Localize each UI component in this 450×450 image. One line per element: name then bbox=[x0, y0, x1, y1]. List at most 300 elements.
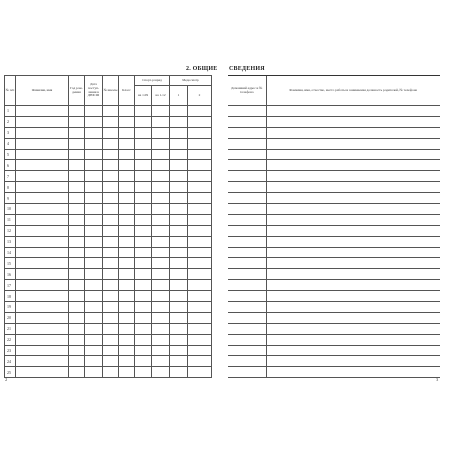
table-cell[interactable] bbox=[266, 291, 440, 302]
table-cell[interactable] bbox=[152, 345, 170, 356]
row-number[interactable]: 15 bbox=[5, 258, 16, 269]
table-cell[interactable] bbox=[228, 182, 266, 193]
table-cell[interactable] bbox=[266, 204, 440, 215]
table-cell[interactable] bbox=[85, 225, 103, 236]
table-cell[interactable] bbox=[188, 302, 212, 313]
table-cell[interactable] bbox=[103, 280, 119, 291]
table-cell[interactable] bbox=[135, 182, 152, 193]
table-cell[interactable] bbox=[103, 138, 119, 149]
table-cell[interactable] bbox=[135, 291, 152, 302]
table-cell[interactable] bbox=[266, 225, 440, 236]
row-number[interactable]: 8 bbox=[5, 182, 16, 193]
table-cell[interactable] bbox=[170, 367, 188, 378]
table-cell[interactable] bbox=[152, 247, 170, 258]
table-cell[interactable] bbox=[152, 204, 170, 215]
table-cell[interactable] bbox=[170, 269, 188, 280]
table-cell[interactable] bbox=[69, 214, 85, 225]
table-cell[interactable] bbox=[228, 193, 266, 204]
table-cell[interactable] bbox=[103, 247, 119, 258]
table-cell[interactable] bbox=[228, 356, 266, 367]
table-cell[interactable] bbox=[170, 302, 188, 313]
table-cell[interactable] bbox=[69, 258, 85, 269]
row-number[interactable]: 7 bbox=[5, 171, 16, 182]
table-cell[interactable] bbox=[152, 280, 170, 291]
table-cell[interactable] bbox=[16, 247, 69, 258]
table-cell[interactable] bbox=[16, 116, 69, 127]
table-cell[interactable] bbox=[119, 127, 135, 138]
table-cell[interactable] bbox=[119, 214, 135, 225]
table-cell[interactable] bbox=[119, 334, 135, 345]
table-cell[interactable] bbox=[69, 334, 85, 345]
table-cell[interactable] bbox=[266, 149, 440, 160]
table-cell[interactable] bbox=[188, 160, 212, 171]
table-cell[interactable] bbox=[228, 149, 266, 160]
table-cell[interactable] bbox=[119, 193, 135, 204]
table-cell[interactable] bbox=[103, 367, 119, 378]
table-cell[interactable] bbox=[69, 138, 85, 149]
table-cell[interactable] bbox=[16, 280, 69, 291]
table-cell[interactable] bbox=[188, 258, 212, 269]
table-cell[interactable] bbox=[170, 225, 188, 236]
table-cell[interactable] bbox=[119, 291, 135, 302]
table-cell[interactable] bbox=[16, 258, 69, 269]
table-cell[interactable] bbox=[188, 116, 212, 127]
table-cell[interactable] bbox=[135, 204, 152, 215]
table-cell[interactable] bbox=[228, 334, 266, 345]
table-cell[interactable] bbox=[69, 236, 85, 247]
table-cell[interactable] bbox=[135, 116, 152, 127]
table-cell[interactable] bbox=[188, 356, 212, 367]
table-cell[interactable] bbox=[119, 171, 135, 182]
table-cell[interactable] bbox=[266, 323, 440, 334]
table-cell[interactable] bbox=[103, 204, 119, 215]
table-cell[interactable] bbox=[16, 204, 69, 215]
table-cell[interactable] bbox=[85, 258, 103, 269]
table-cell[interactable] bbox=[85, 160, 103, 171]
table-cell[interactable] bbox=[170, 258, 188, 269]
table-cell[interactable] bbox=[103, 291, 119, 302]
table-cell[interactable] bbox=[135, 323, 152, 334]
table-cell[interactable] bbox=[228, 116, 266, 127]
table-cell[interactable] bbox=[266, 182, 440, 193]
table-cell[interactable] bbox=[135, 280, 152, 291]
table-cell[interactable] bbox=[188, 323, 212, 334]
table-cell[interactable] bbox=[152, 323, 170, 334]
row-number[interactable]: 9 bbox=[5, 193, 16, 204]
table-cell[interactable] bbox=[266, 280, 440, 291]
table-cell[interactable] bbox=[228, 269, 266, 280]
table-cell[interactable] bbox=[266, 160, 440, 171]
table-cell[interactable] bbox=[16, 193, 69, 204]
table-cell[interactable] bbox=[188, 291, 212, 302]
table-cell[interactable] bbox=[135, 138, 152, 149]
row-number[interactable]: 10 bbox=[5, 204, 16, 215]
table-cell[interactable] bbox=[228, 291, 266, 302]
row-number[interactable]: 13 bbox=[5, 236, 16, 247]
table-cell[interactable] bbox=[170, 193, 188, 204]
table-cell[interactable] bbox=[152, 356, 170, 367]
table-cell[interactable] bbox=[266, 302, 440, 313]
table-cell[interactable] bbox=[228, 323, 266, 334]
table-cell[interactable] bbox=[103, 193, 119, 204]
row-number[interactable]: 3 bbox=[5, 127, 16, 138]
table-cell[interactable] bbox=[228, 160, 266, 171]
row-number[interactable]: 14 bbox=[5, 247, 16, 258]
table-cell[interactable] bbox=[85, 334, 103, 345]
table-cell[interactable] bbox=[135, 106, 152, 117]
table-cell[interactable] bbox=[170, 127, 188, 138]
row-number[interactable]: 23 bbox=[5, 345, 16, 356]
table-cell[interactable] bbox=[103, 149, 119, 160]
row-number[interactable]: 2 bbox=[5, 116, 16, 127]
table-cell[interactable] bbox=[135, 258, 152, 269]
table-cell[interactable] bbox=[85, 116, 103, 127]
table-cell[interactable] bbox=[152, 127, 170, 138]
table-cell[interactable] bbox=[119, 160, 135, 171]
table-cell[interactable] bbox=[266, 312, 440, 323]
table-cell[interactable] bbox=[228, 171, 266, 182]
table-cell[interactable] bbox=[170, 312, 188, 323]
table-cell[interactable] bbox=[170, 116, 188, 127]
table-cell[interactable] bbox=[266, 334, 440, 345]
table-cell[interactable] bbox=[119, 323, 135, 334]
table-cell[interactable] bbox=[266, 214, 440, 225]
table-cell[interactable] bbox=[170, 106, 188, 117]
table-cell[interactable] bbox=[170, 138, 188, 149]
table-cell[interactable] bbox=[152, 138, 170, 149]
table-cell[interactable] bbox=[152, 193, 170, 204]
table-cell[interactable] bbox=[228, 312, 266, 323]
row-number[interactable]: 19 bbox=[5, 302, 16, 313]
row-number[interactable]: 1 bbox=[5, 106, 16, 117]
table-cell[interactable] bbox=[228, 247, 266, 258]
table-cell[interactable] bbox=[152, 236, 170, 247]
row-number[interactable]: 25 bbox=[5, 367, 16, 378]
table-cell[interactable] bbox=[85, 106, 103, 117]
table-cell[interactable] bbox=[152, 182, 170, 193]
row-number[interactable]: 24 bbox=[5, 356, 16, 367]
table-cell[interactable] bbox=[170, 214, 188, 225]
table-cell[interactable] bbox=[228, 127, 266, 138]
table-cell[interactable] bbox=[85, 204, 103, 215]
table-cell[interactable] bbox=[85, 280, 103, 291]
table-cell[interactable] bbox=[16, 214, 69, 225]
table-cell[interactable] bbox=[16, 225, 69, 236]
table-cell[interactable] bbox=[69, 302, 85, 313]
table-cell[interactable] bbox=[85, 302, 103, 313]
table-cell[interactable] bbox=[266, 258, 440, 269]
table-cell[interactable] bbox=[119, 182, 135, 193]
table-cell[interactable] bbox=[228, 258, 266, 269]
table-cell[interactable] bbox=[188, 193, 212, 204]
table-cell[interactable] bbox=[228, 225, 266, 236]
table-cell[interactable] bbox=[152, 312, 170, 323]
row-number[interactable]: 22 bbox=[5, 334, 16, 345]
table-cell[interactable] bbox=[119, 138, 135, 149]
table-cell[interactable] bbox=[119, 345, 135, 356]
table-cell[interactable] bbox=[16, 106, 69, 117]
table-cell[interactable] bbox=[188, 127, 212, 138]
table-cell[interactable] bbox=[188, 182, 212, 193]
table-cell[interactable] bbox=[16, 127, 69, 138]
table-cell[interactable] bbox=[69, 312, 85, 323]
table-cell[interactable] bbox=[85, 367, 103, 378]
table-cell[interactable] bbox=[85, 127, 103, 138]
table-cell[interactable] bbox=[266, 356, 440, 367]
table-cell[interactable] bbox=[69, 225, 85, 236]
table-cell[interactable] bbox=[103, 269, 119, 280]
table-cell[interactable] bbox=[69, 291, 85, 302]
table-cell[interactable] bbox=[85, 171, 103, 182]
table-cell[interactable] bbox=[135, 312, 152, 323]
table-cell[interactable] bbox=[85, 214, 103, 225]
table-cell[interactable] bbox=[152, 149, 170, 160]
table-cell[interactable] bbox=[16, 138, 69, 149]
table-cell[interactable] bbox=[103, 160, 119, 171]
table-cell[interactable] bbox=[119, 116, 135, 127]
table-cell[interactable] bbox=[16, 236, 69, 247]
table-cell[interactable] bbox=[152, 116, 170, 127]
table-cell[interactable] bbox=[266, 106, 440, 117]
table-cell[interactable] bbox=[103, 225, 119, 236]
table-cell[interactable] bbox=[135, 193, 152, 204]
table-cell[interactable] bbox=[119, 269, 135, 280]
table-cell[interactable] bbox=[85, 149, 103, 160]
table-cell[interactable] bbox=[69, 323, 85, 334]
table-cell[interactable] bbox=[152, 225, 170, 236]
table-cell[interactable] bbox=[69, 280, 85, 291]
table-cell[interactable] bbox=[69, 171, 85, 182]
table-cell[interactable] bbox=[135, 149, 152, 160]
table-cell[interactable] bbox=[188, 247, 212, 258]
table-cell[interactable] bbox=[119, 367, 135, 378]
table-cell[interactable] bbox=[266, 345, 440, 356]
table-cell[interactable] bbox=[69, 106, 85, 117]
table-cell[interactable] bbox=[152, 334, 170, 345]
table-cell[interactable] bbox=[69, 204, 85, 215]
table-cell[interactable] bbox=[170, 247, 188, 258]
row-number[interactable]: 20 bbox=[5, 312, 16, 323]
table-cell[interactable] bbox=[69, 127, 85, 138]
table-cell[interactable] bbox=[16, 149, 69, 160]
table-cell[interactable] bbox=[188, 236, 212, 247]
table-cell[interactable] bbox=[119, 356, 135, 367]
table-cell[interactable] bbox=[188, 225, 212, 236]
table-cell[interactable] bbox=[103, 236, 119, 247]
table-cell[interactable] bbox=[188, 280, 212, 291]
table-cell[interactable] bbox=[119, 225, 135, 236]
table-cell[interactable] bbox=[170, 204, 188, 215]
table-cell[interactable] bbox=[85, 356, 103, 367]
table-cell[interactable] bbox=[119, 258, 135, 269]
table-cell[interactable] bbox=[85, 269, 103, 280]
table-cell[interactable] bbox=[188, 334, 212, 345]
table-cell[interactable] bbox=[188, 149, 212, 160]
table-cell[interactable] bbox=[266, 138, 440, 149]
table-cell[interactable] bbox=[69, 269, 85, 280]
table-cell[interactable] bbox=[119, 149, 135, 160]
table-cell[interactable] bbox=[152, 258, 170, 269]
table-cell[interactable] bbox=[135, 302, 152, 313]
table-cell[interactable] bbox=[170, 171, 188, 182]
table-cell[interactable] bbox=[85, 138, 103, 149]
table-cell[interactable] bbox=[170, 356, 188, 367]
table-cell[interactable] bbox=[188, 106, 212, 117]
table-cell[interactable] bbox=[69, 247, 85, 258]
table-cell[interactable] bbox=[228, 138, 266, 149]
table-cell[interactable] bbox=[188, 214, 212, 225]
table-cell[interactable] bbox=[119, 106, 135, 117]
table-cell[interactable] bbox=[16, 291, 69, 302]
table-cell[interactable] bbox=[152, 171, 170, 182]
row-number[interactable]: 4 bbox=[5, 138, 16, 149]
table-cell[interactable] bbox=[69, 160, 85, 171]
table-cell[interactable] bbox=[228, 302, 266, 313]
table-cell[interactable] bbox=[135, 247, 152, 258]
table-cell[interactable] bbox=[119, 236, 135, 247]
table-cell[interactable] bbox=[103, 182, 119, 193]
table-cell[interactable] bbox=[170, 160, 188, 171]
table-cell[interactable] bbox=[103, 214, 119, 225]
table-cell[interactable] bbox=[103, 116, 119, 127]
table-cell[interactable] bbox=[16, 356, 69, 367]
table-cell[interactable] bbox=[85, 182, 103, 193]
table-cell[interactable] bbox=[135, 225, 152, 236]
table-cell[interactable] bbox=[266, 247, 440, 258]
table-cell[interactable] bbox=[16, 182, 69, 193]
table-cell[interactable] bbox=[103, 312, 119, 323]
table-cell[interactable] bbox=[103, 127, 119, 138]
table-cell[interactable] bbox=[266, 236, 440, 247]
table-cell[interactable] bbox=[188, 345, 212, 356]
table-cell[interactable] bbox=[152, 269, 170, 280]
table-cell[interactable] bbox=[228, 236, 266, 247]
table-cell[interactable] bbox=[69, 116, 85, 127]
row-number[interactable]: 11 bbox=[5, 214, 16, 225]
table-cell[interactable] bbox=[188, 269, 212, 280]
table-cell[interactable] bbox=[16, 345, 69, 356]
table-cell[interactable] bbox=[228, 367, 266, 378]
table-cell[interactable] bbox=[16, 334, 69, 345]
table-cell[interactable] bbox=[135, 367, 152, 378]
table-cell[interactable] bbox=[170, 182, 188, 193]
table-cell[interactable] bbox=[228, 214, 266, 225]
table-cell[interactable] bbox=[135, 269, 152, 280]
table-cell[interactable] bbox=[85, 236, 103, 247]
table-cell[interactable] bbox=[266, 116, 440, 127]
table-cell[interactable] bbox=[152, 291, 170, 302]
table-cell[interactable] bbox=[266, 171, 440, 182]
row-number[interactable]: 21 bbox=[5, 323, 16, 334]
table-cell[interactable] bbox=[119, 280, 135, 291]
table-cell[interactable] bbox=[152, 160, 170, 171]
table-cell[interactable] bbox=[228, 106, 266, 117]
table-cell[interactable] bbox=[266, 127, 440, 138]
table-cell[interactable] bbox=[103, 171, 119, 182]
table-cell[interactable] bbox=[119, 247, 135, 258]
table-cell[interactable] bbox=[16, 323, 69, 334]
table-cell[interactable] bbox=[188, 138, 212, 149]
row-number[interactable]: 5 bbox=[5, 149, 16, 160]
table-cell[interactable] bbox=[170, 280, 188, 291]
table-cell[interactable] bbox=[266, 193, 440, 204]
table-cell[interactable] bbox=[85, 193, 103, 204]
table-cell[interactable] bbox=[103, 356, 119, 367]
table-cell[interactable] bbox=[228, 204, 266, 215]
table-cell[interactable] bbox=[85, 345, 103, 356]
table-cell[interactable] bbox=[170, 149, 188, 160]
table-cell[interactable] bbox=[135, 345, 152, 356]
row-number[interactable]: 16 bbox=[5, 269, 16, 280]
table-cell[interactable] bbox=[152, 214, 170, 225]
table-cell[interactable] bbox=[266, 367, 440, 378]
table-cell[interactable] bbox=[69, 345, 85, 356]
table-cell[interactable] bbox=[135, 334, 152, 345]
table-cell[interactable] bbox=[69, 182, 85, 193]
table-cell[interactable] bbox=[170, 334, 188, 345]
table-cell[interactable] bbox=[188, 171, 212, 182]
table-cell[interactable] bbox=[16, 160, 69, 171]
table-cell[interactable] bbox=[69, 193, 85, 204]
row-number[interactable]: 6 bbox=[5, 160, 16, 171]
table-cell[interactable] bbox=[152, 367, 170, 378]
table-cell[interactable] bbox=[16, 269, 69, 280]
table-cell[interactable] bbox=[188, 204, 212, 215]
table-cell[interactable] bbox=[69, 367, 85, 378]
table-cell[interactable] bbox=[103, 258, 119, 269]
row-number[interactable]: 12 bbox=[5, 225, 16, 236]
table-cell[interactable] bbox=[16, 302, 69, 313]
table-cell[interactable] bbox=[16, 312, 69, 323]
table-cell[interactable] bbox=[188, 367, 212, 378]
table-cell[interactable] bbox=[170, 236, 188, 247]
table-cell[interactable] bbox=[103, 345, 119, 356]
table-cell[interactable] bbox=[170, 291, 188, 302]
table-cell[interactable] bbox=[135, 171, 152, 182]
table-cell[interactable] bbox=[170, 345, 188, 356]
table-cell[interactable] bbox=[69, 149, 85, 160]
table-cell[interactable] bbox=[119, 204, 135, 215]
table-cell[interactable] bbox=[135, 127, 152, 138]
table-cell[interactable] bbox=[152, 302, 170, 313]
table-cell[interactable] bbox=[103, 106, 119, 117]
table-cell[interactable] bbox=[16, 171, 69, 182]
row-number[interactable]: 18 bbox=[5, 291, 16, 302]
table-cell[interactable] bbox=[152, 106, 170, 117]
table-cell[interactable] bbox=[85, 247, 103, 258]
table-cell[interactable] bbox=[85, 323, 103, 334]
table-cell[interactable] bbox=[188, 312, 212, 323]
table-cell[interactable] bbox=[85, 312, 103, 323]
table-cell[interactable] bbox=[119, 312, 135, 323]
row-number[interactable]: 17 bbox=[5, 280, 16, 291]
table-cell[interactable] bbox=[85, 291, 103, 302]
table-cell[interactable] bbox=[228, 345, 266, 356]
table-cell[interactable] bbox=[16, 367, 69, 378]
table-cell[interactable] bbox=[135, 214, 152, 225]
table-cell[interactable] bbox=[135, 236, 152, 247]
table-cell[interactable] bbox=[170, 323, 188, 334]
table-cell[interactable] bbox=[135, 356, 152, 367]
table-cell[interactable] bbox=[266, 269, 440, 280]
table-cell[interactable] bbox=[119, 302, 135, 313]
table-cell[interactable] bbox=[103, 323, 119, 334]
table-cell[interactable] bbox=[69, 356, 85, 367]
table-cell[interactable] bbox=[135, 160, 152, 171]
table-cell[interactable] bbox=[228, 280, 266, 291]
table-cell[interactable] bbox=[103, 302, 119, 313]
table-cell[interactable] bbox=[103, 334, 119, 345]
